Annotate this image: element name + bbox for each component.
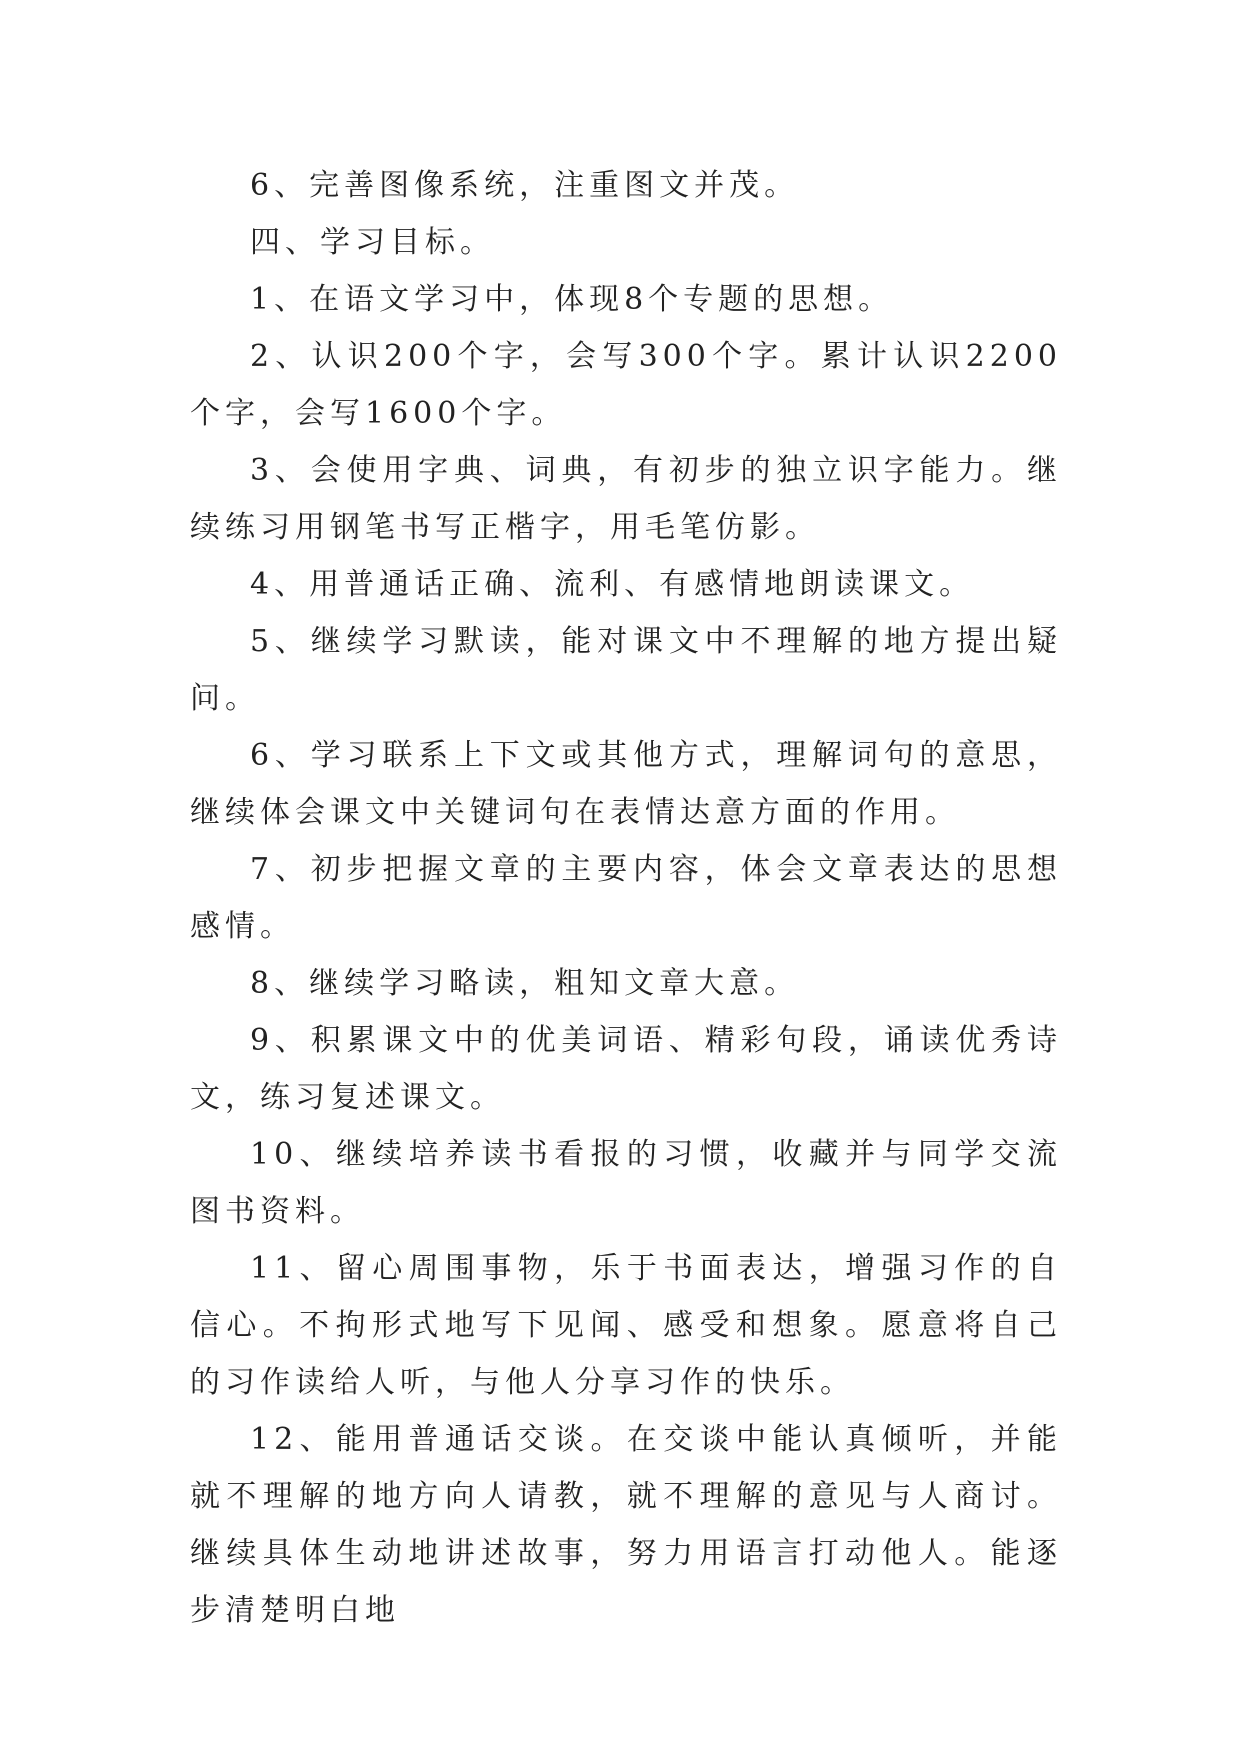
goal-item-3: 3、会使用字典、词典，有初步的独立识字能力。继续练习用钢笔书写正楷字，用毛笔仿影。 <box>190 453 1062 545</box>
goal-item-7: 7、初步把握文章的主要内容，体会文章表达的思想感情。 <box>190 852 1062 944</box>
document-body <box>190 157 1062 1639</box>
goal-item-11: 11、留心周围事物，乐于书面表达，增强习作的自信心。不拘形式地写下见闻、感受和想象。愿意将自己的习作读给人听，与他人分享习作的快乐。 <box>190 1251 1062 1400</box>
goal-item-10: 10、继续培养读书看报的习惯，收藏并与同学交流图书资料。 <box>190 1137 1062 1229</box>
goal-item-8: 8、继续学习略读，粗知文章大意。 <box>250 966 800 1001</box>
goal-item-9: 9、积累课文中的优美词语、精彩句段，诵读优秀诗文，练习复述课文。 <box>190 1023 1062 1115</box>
goal-item-6: 6、学习联系上下文或其他方式，理解词句的意思，继续体会课文中关键词句在表情达意方面的作用。 <box>190 738 1062 830</box>
goal-item-12: 12、能用普通话交谈。在交谈中能认真倾听，并能就不理解的地方向人请教，就不理解的意见与人商讨。继续具体生动地讲述故事，努力用语言打动他人。能逐步清楚明白地 <box>190 1422 1062 1628</box>
goal-item-1: 1、在语文学习中，体现8个专题的思想。 <box>250 282 894 317</box>
goal-item-2: 2、认识200个字，会写300个字。累计认识2200个字，会写1600个字。 <box>190 339 1062 431</box>
paragraph-item-6-illustrations: 6、完善图像系统，注重图文并茂。 <box>250 168 800 203</box>
section-heading-learning-goals: 四、学习目标。 <box>250 225 495 260</box>
goal-item-5: 5、继续学习默读，能对课文中不理解的地方提出疑问。 <box>190 624 1062 716</box>
goal-item-4: 4、用普通话正确、流利、有感情地朗读课文。 <box>250 567 975 602</box>
